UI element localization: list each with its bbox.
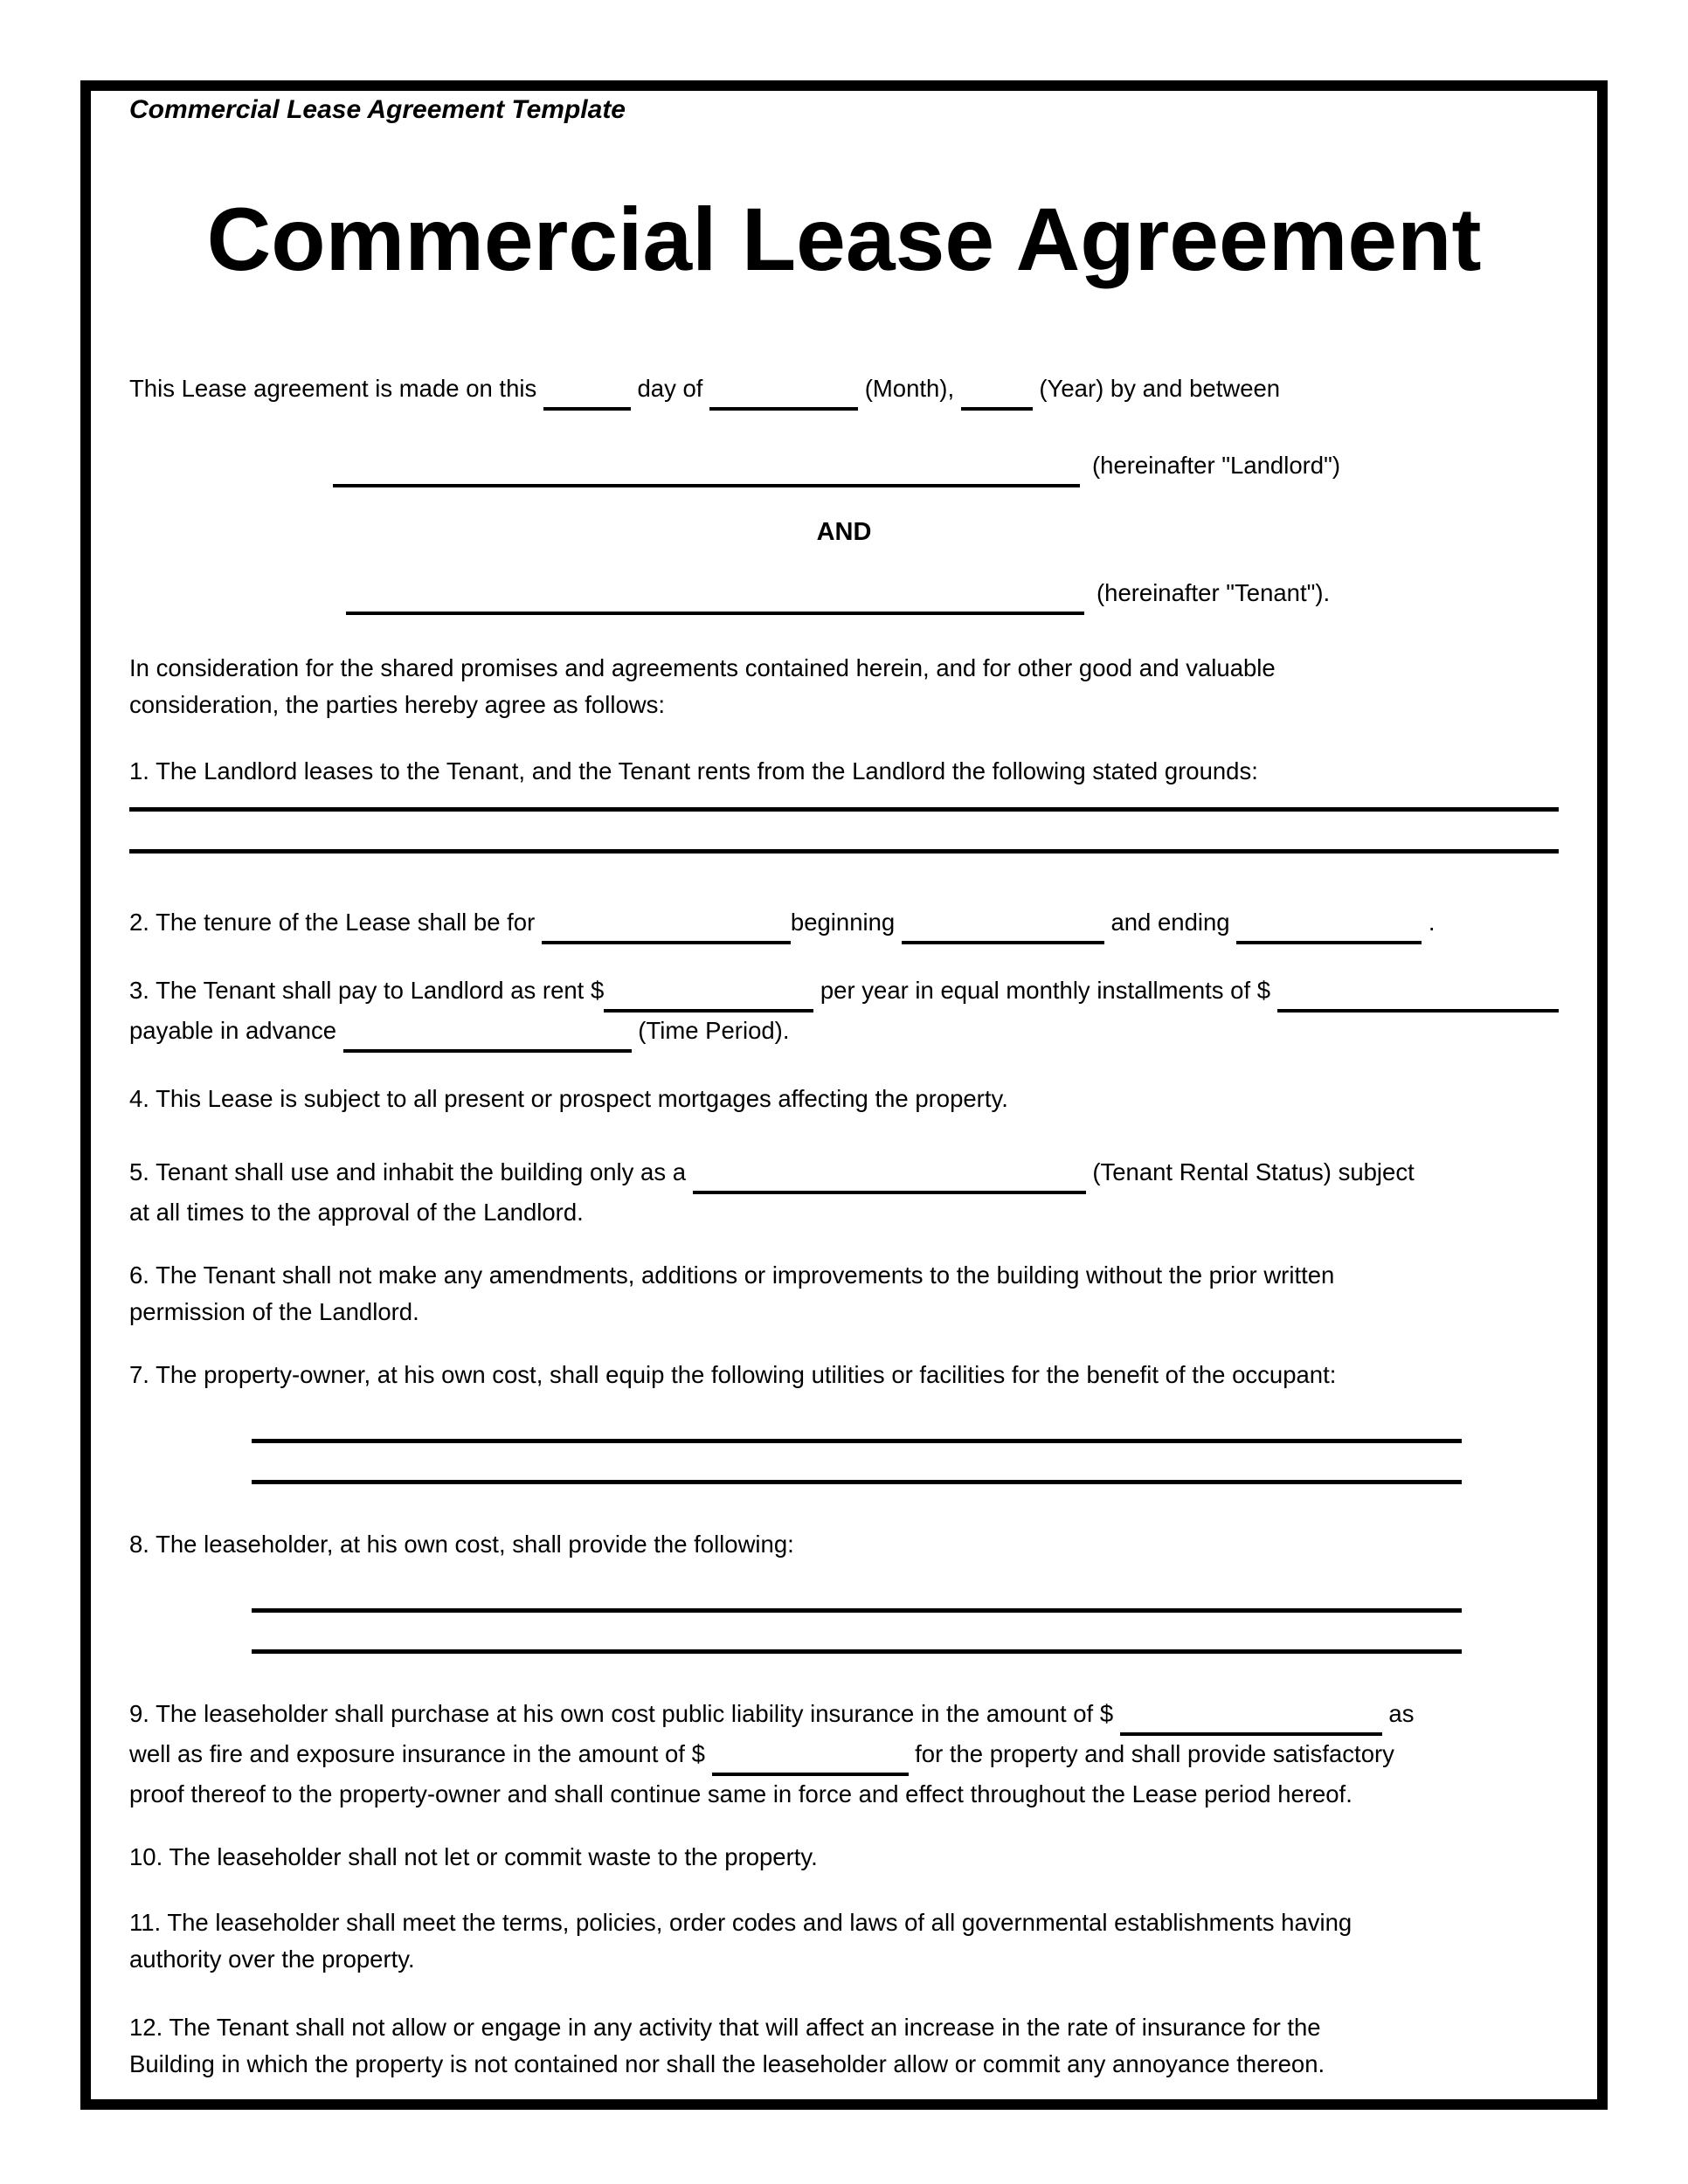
clause-1-text: 1. The Landlord leases to the Tenant, and the Tenant rents from the Landlord the following stated grounds: [129, 757, 1258, 784]
clause-5-line-1 [129, 1154, 1559, 1194]
page-title: Commercial Lease Agreement [206, 190, 1482, 289]
liability-insurance-amount-blank [1120, 1696, 1382, 1736]
clause-2-text-4: . [1422, 909, 1435, 936]
clause-9-text-2: as [1381, 1700, 1415, 1727]
grounds-blank-line-1 [129, 790, 1559, 812]
clause-9 [129, 1696, 1559, 1813]
clause-3-line-1 [129, 972, 1559, 1013]
tenant-suffix-text: (hereinafter "Tenant"). [1097, 579, 1331, 606]
tenant-name-blank [346, 575, 1084, 615]
clause-10 [129, 1839, 1559, 1876]
clause-11-line-1 [129, 1904, 1559, 1941]
clause-5-line-2 [129, 1194, 1559, 1231]
intro-text-1: This Lease agreement is made on this [129, 375, 543, 402]
clause-5-text-3: at all times to the approval of the Landlord. [129, 1199, 584, 1226]
blank-day-field [543, 370, 631, 411]
provisions-blank-line-2 [252, 1632, 1462, 1654]
clause-8 [129, 1526, 1559, 1563]
clause-6-line-1 [129, 1257, 1559, 1294]
clause-12-text-1: 12. The Tenant shall not allow or engage in any activity that will affect an increase in the rate of insurance for the [129, 2014, 1321, 2041]
clause-12-line-1 [129, 2009, 1559, 2046]
landlord-name-blank [333, 447, 1080, 487]
clause-3-text-4: (Time Period). [631, 1017, 790, 1044]
clause-10-text: 10. The leaseholder shall not let or commit waste to the property. [129, 1843, 818, 1870]
clause-9-text-5: proof thereof to the property-owner and shall continue same in force and effect throughout the Lease period hereof. [129, 1780, 1352, 1807]
clause-9-line-1 [129, 1696, 1559, 1736]
monthly-installment-blank [1277, 972, 1559, 1013]
clause-9-line-3 [129, 1776, 1559, 1813]
rent-per-year-blank [604, 972, 813, 1013]
clause-3-line-2 [129, 1013, 1559, 1053]
blank-year-field [961, 370, 1033, 411]
page-border-frame [80, 80, 1608, 2110]
landlord-name-line [333, 447, 1559, 487]
clause-9-text-1: 9. The leaseholder shall purchase at his own cost public liability insurance in the amount of $ [129, 1700, 1120, 1727]
tenant-name-line [346, 575, 1559, 615]
consideration-line-1 [129, 650, 1559, 687]
beginning-date-blank [902, 904, 1104, 944]
clause-11-line-2 [129, 1941, 1559, 1978]
clause-7-text: 7. The property-owner, at his own cost, shall equip the following utilities or facilities for the benefit of the occupant: [129, 1361, 1337, 1388]
intro-text-3: (Month), [858, 375, 961, 402]
intro-made-line [129, 370, 1559, 411]
clause-4-text: 4. This Lease is subject to all present or prospect mortgages affecting the property. [129, 1085, 1008, 1112]
ending-date-blank [1236, 904, 1422, 944]
clause-6-text-1: 6. The Tenant shall not make any amendments, additions or improvements to the building without the prior written [129, 1261, 1335, 1289]
clause-5 [129, 1154, 1559, 1231]
clause-6 [129, 1257, 1559, 1330]
clause-11-text-1: 11. The leaseholder shall meet the terms, policies, order codes and laws of all governmental establishments having [129, 1909, 1352, 1936]
tenant-rental-status-blank [693, 1154, 1086, 1194]
clause-1 [129, 753, 1559, 790]
landlord-suffix-text: (hereinafter "Landlord") [1092, 452, 1340, 479]
blank-month-field [709, 370, 858, 411]
consideration-text-2: consideration, the parties hereby agree as follows: [129, 691, 665, 718]
clause-12-line-2 [129, 2046, 1559, 2083]
utilities-blank-line-1 [252, 1421, 1462, 1443]
grounds-blank-line-2 [129, 832, 1559, 854]
clause-9-text-3: well as fire and exposure insurance in the amount of $ [129, 1740, 712, 1767]
clause-3 [129, 972, 1559, 1053]
clause-2 [129, 904, 1559, 944]
clause-5-text-1: 5. Tenant shall use and inhabit the building only as a [129, 1158, 693, 1185]
clause-2-text-1: 2. The tenure of the Lease shall be for [129, 909, 542, 936]
clause-7 [129, 1357, 1559, 1393]
provisions-blank-line-1 [252, 1591, 1462, 1613]
consideration-paragraph [129, 650, 1559, 723]
fire-insurance-amount-blank [712, 1736, 909, 1776]
clause-11-text-2: authority over the property. [129, 1946, 415, 1973]
tenure-blank-field [542, 904, 791, 944]
intro-text-2: day of [630, 375, 710, 402]
clause-12 [129, 2009, 1559, 2083]
consideration-line-2 [129, 687, 1559, 723]
time-period-blank [343, 1013, 632, 1053]
clause-12-text-2: Building in which the property is not contained nor shall the leaseholder allow or commit any annoyance thereon. [129, 2050, 1325, 2077]
clause-3-text-3: payable in advance [129, 1017, 343, 1044]
clause-6-line-2 [129, 1294, 1559, 1330]
clause-3-text-1: 3. The Tenant shall pay to Landlord as rent $ [129, 977, 605, 1004]
clause-11 [129, 1904, 1559, 1978]
consideration-text-1: In consideration for the shared promises and agreements contained herein, and for other good and valuable [129, 654, 1276, 681]
clause-4 [129, 1081, 1559, 1117]
clause-6-text-2: permission of the Landlord. [129, 1298, 419, 1325]
clause-8-text: 8. The leaseholder, at his own cost, shall provide the following: [129, 1531, 794, 1558]
clause-2-text-3: and ending [1103, 909, 1237, 936]
utilities-blank-line-2 [252, 1462, 1462, 1484]
and-separator: AND [816, 518, 872, 546]
clause-9-line-2 [129, 1736, 1559, 1776]
template-watermark-label: Commercial Lease Agreement Template [129, 95, 626, 124]
clause-5-text-2: (Tenant Rental Status) subject [1085, 1158, 1415, 1185]
clause-3-text-2: per year in equal monthly installments of $ [813, 977, 1277, 1004]
clause-9-text-4: for the property and shall provide satisfactory [908, 1740, 1394, 1767]
clause-2-text-2: beginning [790, 909, 902, 936]
intro-text-4: (Year) by and between [1032, 375, 1281, 402]
